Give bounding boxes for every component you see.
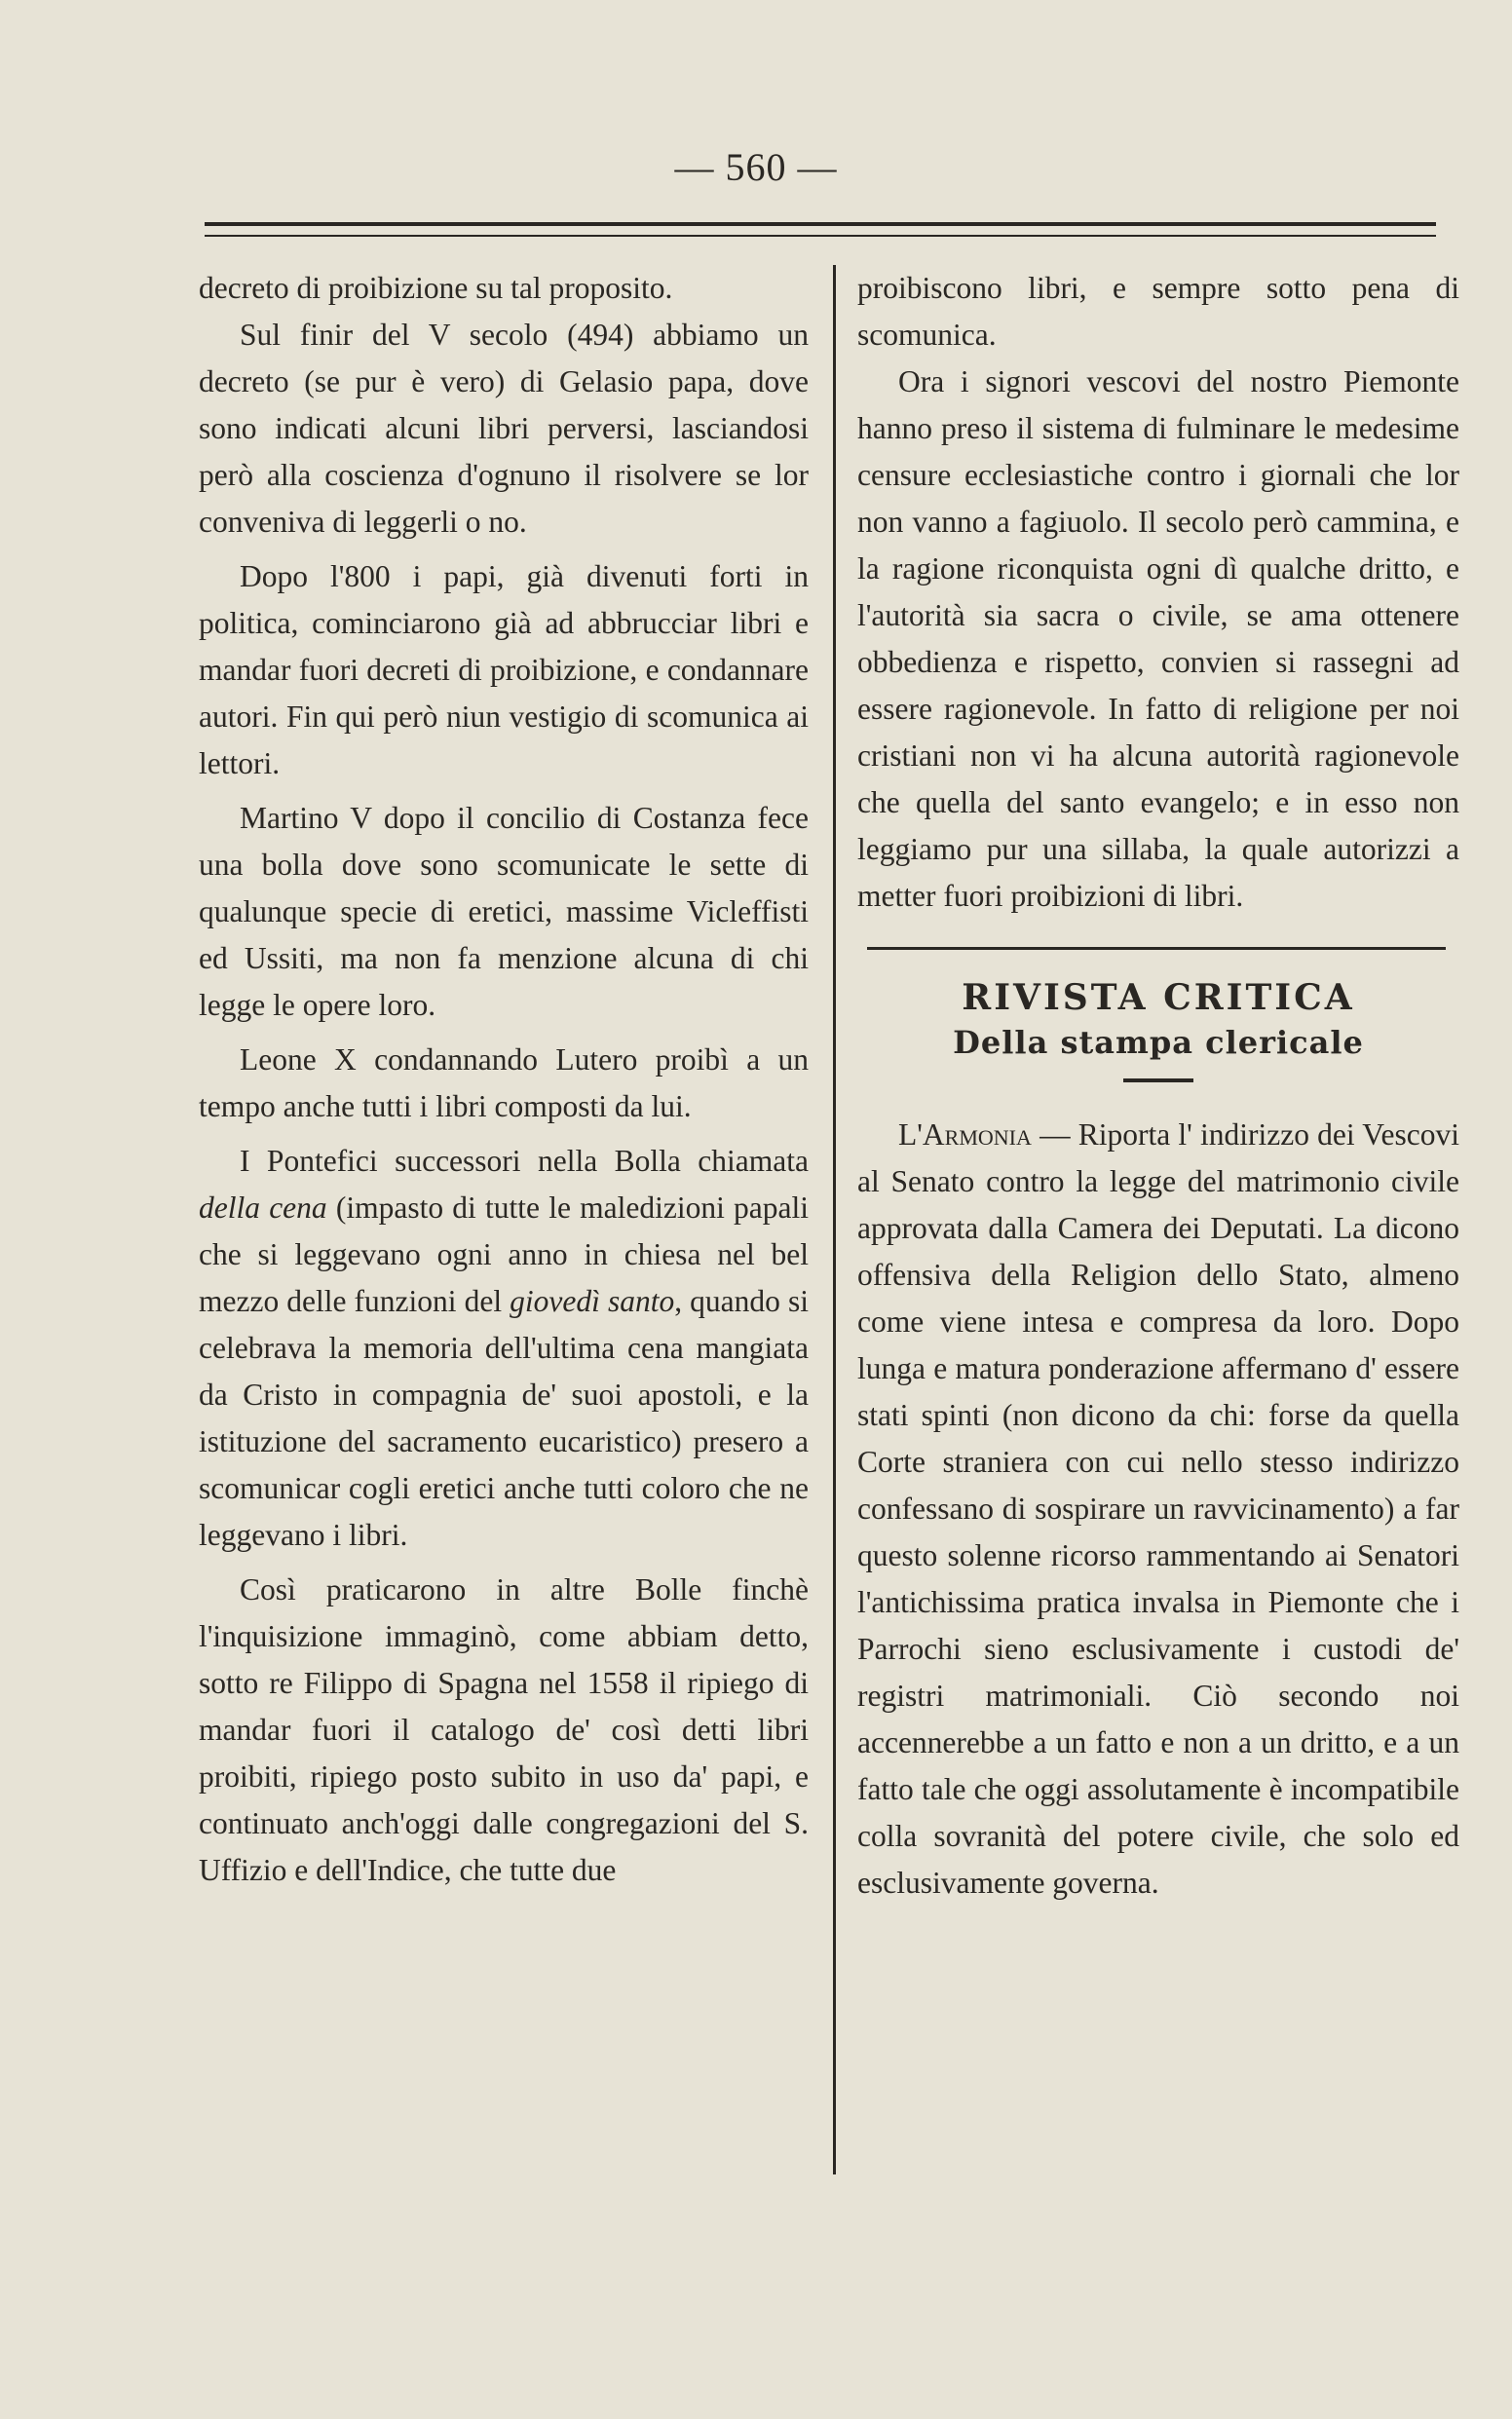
paragraph: Leone X condannando Lutero proibì a un tempo anche tutti i libri composti da lui. <box>199 1042 809 1123</box>
right-column <box>857 265 1459 1907</box>
paragraph: proibiscono libri, e sempre sotto pena di scomunica. <box>857 271 1459 352</box>
section-subtitle: Della stampa clericale <box>953 1024 1364 1061</box>
short-rule <box>1123 1078 1193 1082</box>
lead-in: L'Armonia <box>898 1117 1032 1152</box>
text-run: (impasto di tutte le maledizioni papali che si leggevano ogni anno in chiesa nel bel mezzo delle funzioni del <box>199 1191 809 1318</box>
paragraph <box>857 1112 1459 1907</box>
text-run: — Riporta l' indirizzo dei Vescovi al Senato contro la legge del matrimonio civile approvata dalla Camera dei Deputati. La dicono offensiva della Religion dello Stato, almeno come viene intesa e compresa da loro. Dopo lunga e matura ponderazione affermano d' essere stati spinti (non dicono da chi: forse da quella Corte straniera con cui nello stesso indirizzo confessano di sospirare un ravvicinamento) a far questo solenne ricorso rammentando ai Senatori l'antichissima pratica invalsa in Piemonte che i Parrochi sieno esclusivamente i custodi de' registri matrimoniali. Ciò secondo noi accennerebbe a un fatto e non a un dritto, e a un fatto tale che oggi assolutamente è incompatibile colla sovranità del potere civile, che solo ed esclusivamente governa. <box>857 1117 1459 1900</box>
paragraph: Così praticarono in altre Bolle finchè l'inquisizione immaginò, come abbiam detto, sotto re Filippo di Spagna nel 1558 il ripiego di mandar fuori il catalogo de' così detti libri proibiti, ripiego posto subito in uso da' papi, e continuato anch'oggi dalle congregazioni del S. Uffizio e dell'Indice, che tutte due <box>199 1572 809 1887</box>
italic-run: giovedì santo <box>510 1284 675 1318</box>
text-run: I Pontefici successori nella Bolla chiamata <box>240 1144 809 1178</box>
header-double-rule <box>205 222 1436 237</box>
paragraph: Martino V dopo il concilio di Costanza fece una bolla dove sono scomunicate le sette di qualunque specie di eretici, massime Vicleffisti ed Ussiti, ma non fa menzione alcuna di chi legge le opere loro. <box>199 801 809 1022</box>
paragraph: Dopo l'800 i papi, già divenuti forti in politica, cominciarono già ad abbrucciar libri e mandar fuori decreti di proibizione, e condannare autori. Fin qui però niun vestigio di scomunica ai lettori. <box>199 559 809 780</box>
paragraph: decreto di proibizione su tal proposito. <box>199 271 673 305</box>
paragraph: Sul finir del V secolo (494) abbiamo un decreto (se pur è vero) di Gelasio papa, dove sono indicati alcuni libri perversi, lasciandosi però alla coscienza d'ognuno il risolvere se lor conveniva di leggerli o no. <box>199 318 809 539</box>
paragraph <box>199 1138 809 1559</box>
paragraph: Ora i signori vescovi del nostro Piemonte hanno preso il sistema di fulminare le medesime censure ecclesiastiche contro i giornali che lor non vanno a fagiuolo. Il secolo però cammina, e la ragione riconquista ogni dì qualche dritto, e l'autorità sia sacra o civile, se ama ottenere obbedienza e rispetto, convien si rassegni ad essere ragionevole. In fatto di religione per noi cristiani non vi ha alcuna autorità ragionevole che quella del santo evangelo; e in esso non leggiamo pur una sillaba, la quale autorizzi a metter fuori proibizioni di libri. <box>857 364 1459 913</box>
page-number: — 560 — <box>674 145 838 189</box>
italic-run: della cena <box>199 1191 327 1225</box>
section-title: RIVISTA CRITICA <box>962 977 1355 1018</box>
left-column <box>199 265 809 1894</box>
text-run: , quando si celebrava la memoria dell'ultima cena mangiata da Cristo in compagnia de' suoi apostoli, e la istituzione del sacramento eucaristico) presero a scomunicar cogli eretici anche tutti coloro che ne leggevano i libri. <box>199 1284 809 1552</box>
column-divider <box>833 265 836 2174</box>
section-rule <box>867 947 1446 950</box>
